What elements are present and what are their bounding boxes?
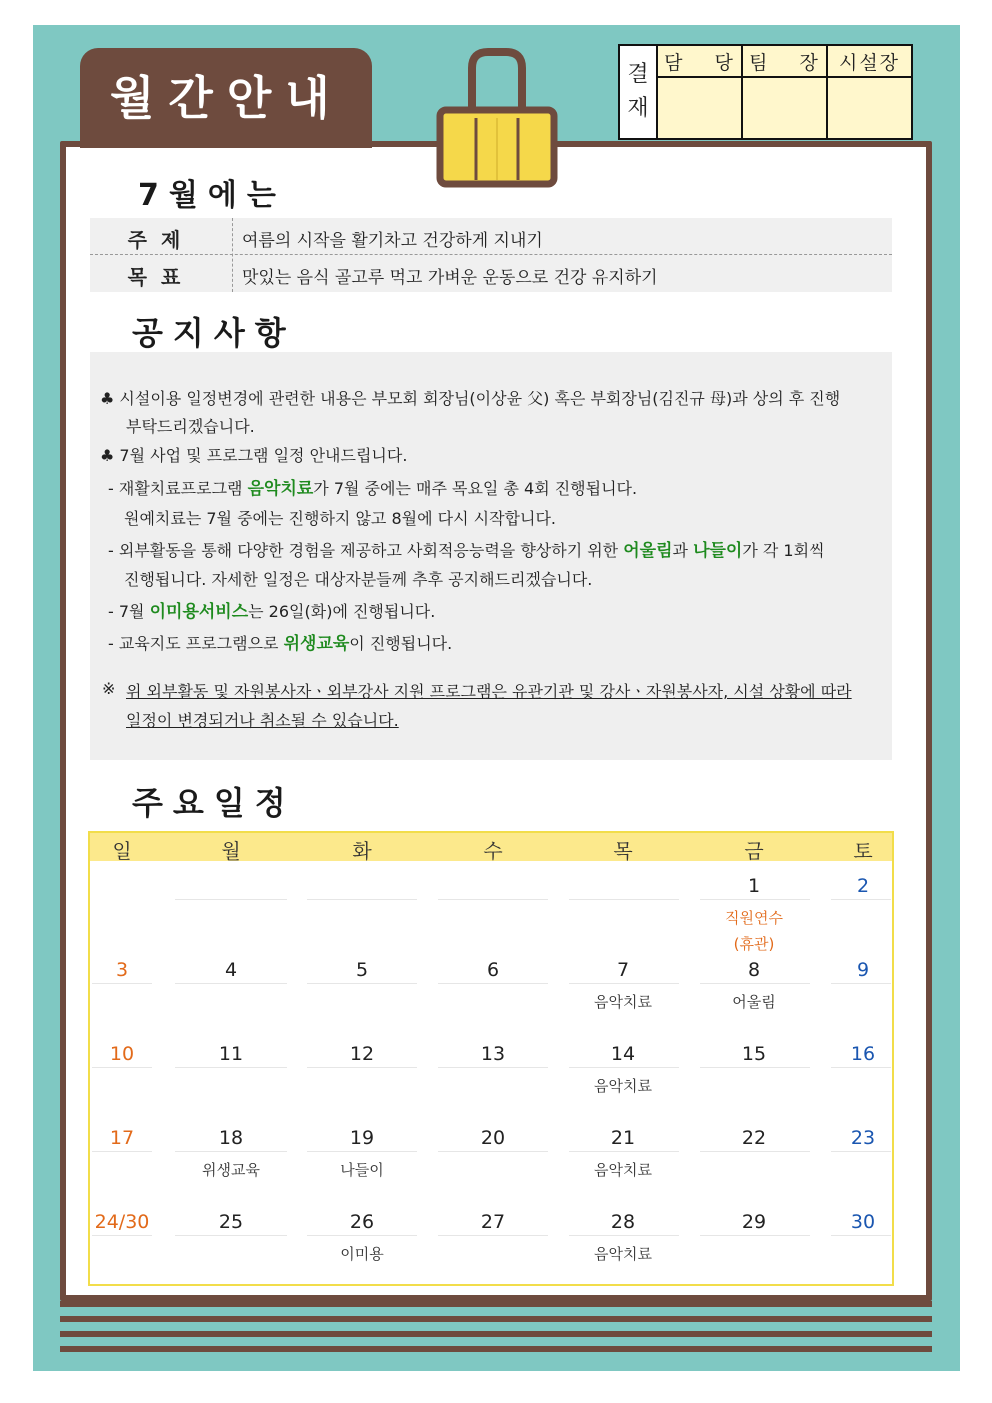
day-underline (438, 1235, 548, 1236)
day-underline (307, 1235, 417, 1236)
day-underline (569, 1067, 679, 1068)
day-underline (92, 1067, 152, 1068)
calendar-day[interactable]: 19 (349, 1127, 375, 1149)
calendar-day[interactable]: 3 (115, 959, 129, 981)
calendar-day[interactable]: 24/30 (94, 1211, 150, 1233)
theme-key: 주제 (127, 228, 195, 252)
theme-value: 여름의 시작을 활기차고 건강하게 지내기 (242, 231, 543, 251)
calendar-day[interactable]: 27 (480, 1211, 506, 1233)
weekday-sun: 일 (112, 839, 132, 863)
day-underline (700, 1235, 810, 1236)
day-underline (700, 1151, 810, 1152)
highlight-eoullim: 어울림 (623, 541, 673, 561)
notice-heading: 공지사항 (132, 314, 296, 352)
day-underline (175, 1235, 287, 1236)
weekday-thu: 목 (613, 839, 633, 863)
weekday-tue: 화 (352, 839, 372, 863)
day-underline (831, 1151, 891, 1152)
day-underline (307, 1151, 417, 1152)
approval-sign-cell[interactable] (827, 77, 912, 139)
approval-side-label: 결 재 (619, 45, 657, 139)
day-underline (831, 1235, 891, 1236)
calendar-day[interactable]: 8 (747, 959, 761, 981)
day-underline (175, 899, 287, 900)
calendar-event[interactable]: 직원연수 (725, 909, 783, 927)
approval-header-manager: 담 당 (657, 45, 742, 77)
day-underline (307, 899, 417, 900)
calendar-event[interactable]: 이미용 (340, 1245, 384, 1263)
approval-header-team-lead: 팀 장 (742, 45, 827, 77)
calendar-event[interactable]: 위생교육 (202, 1161, 260, 1179)
calendar-day[interactable]: 4 (224, 959, 238, 981)
notice-line: ♣ 7월 사업 및 프로그램 일정 안내드립니다. (100, 446, 408, 465)
day-underline (175, 1067, 287, 1068)
calendar-day[interactable]: 14 (610, 1043, 636, 1065)
page-stack-line (60, 1346, 932, 1352)
day-underline (569, 1235, 679, 1236)
weekday-sat: 토 (853, 839, 873, 863)
notice-line: - 7월 이미용서비스는 26일(화)에 진행됩니다. (108, 602, 436, 622)
calendar-day[interactable]: 9 (856, 959, 870, 981)
theme-row (90, 218, 892, 254)
day-underline (92, 983, 152, 984)
calendar-day[interactable]: 20 (480, 1127, 506, 1149)
day-underline (175, 983, 287, 984)
approval-sign-cell[interactable] (742, 77, 827, 139)
calendar-day[interactable]: 18 (218, 1127, 244, 1149)
calendar-day[interactable]: 6 (486, 959, 500, 981)
page-stack-line (60, 1301, 932, 1307)
day-underline (700, 983, 810, 984)
day-underline (831, 1067, 891, 1068)
day-underline (92, 1151, 152, 1152)
calendar-day[interactable]: 11 (218, 1043, 244, 1065)
goal-value: 맛있는 음식 골고루 먹고 가벼운 운동으로 건강 유지하기 (242, 268, 658, 288)
goal-row (90, 255, 892, 291)
approval-header-director: 시설장 (827, 45, 912, 77)
weekday-fri: 금 (744, 839, 764, 863)
calendar-day[interactable]: 2 (856, 875, 870, 897)
notice-line: - 재활치료프로그램 음악치료가 7월 중에는 매주 목요일 총 4회 진행됩니다. (108, 479, 638, 499)
binder-clip-icon (436, 48, 558, 188)
calendar-day[interactable]: 17 (109, 1127, 135, 1149)
calendar-day[interactable]: 1 (747, 875, 761, 897)
calendar-day[interactable]: 13 (480, 1043, 506, 1065)
calendar-day[interactable]: 15 (741, 1043, 767, 1065)
calendar-day[interactable]: 26 (349, 1211, 375, 1233)
approval-table (618, 44, 913, 140)
calendar-day[interactable]: 10 (109, 1043, 135, 1065)
day-underline (92, 1235, 152, 1236)
month-heading: 7월에는 (138, 178, 286, 213)
day-underline (831, 983, 891, 984)
calendar-day[interactable]: 22 (741, 1127, 767, 1149)
weekday-mon: 월 (221, 839, 241, 863)
notice-line: - 외부활동을 통해 다양한 경험을 제공하고 사회적응능력을 향상하기 위한 어울림과 나들이가 각 1회씩 (108, 541, 825, 561)
day-underline (831, 899, 891, 900)
calendar-day[interactable]: 23 (850, 1127, 876, 1149)
notice-line: ♣ 시설이용 일정변경에 관련한 내용은 부모회 회장님(이상윤 父) 혹은 부회장님(김진규 母)과 상의 후 진행 (100, 389, 841, 408)
calendar-day[interactable]: 25 (218, 1211, 244, 1233)
day-underline (438, 899, 548, 900)
schedule-heading: 주요일정 (132, 784, 296, 822)
calendar-day[interactable]: 28 (610, 1211, 636, 1233)
calendar-day[interactable]: 21 (610, 1127, 636, 1149)
weekday-wed: 수 (483, 839, 503, 863)
notice-line: 원예치료는 7월 중에는 진행하지 않고 8월에 다시 시작합니다. (124, 509, 556, 528)
day-underline (307, 983, 417, 984)
calendar-day[interactable]: 5 (355, 959, 369, 981)
day-underline (569, 1151, 679, 1152)
highlight-hygiene-education: 위생교육 (283, 634, 350, 654)
calendar-day[interactable]: 12 (349, 1043, 375, 1065)
calendar-event[interactable]: (휴관) (733, 935, 775, 953)
calendar-event[interactable]: 나들이 (340, 1161, 384, 1179)
day-underline (175, 1151, 287, 1152)
calendar (88, 831, 894, 1286)
page-stack-line (60, 1316, 932, 1322)
notice-caution-line: 위 외부활동 및 자원봉사자ㆍ외부강사 지원 프로그램은 유관기관 및 강사ㆍ자원봉사자, 시설 상황에 따라 (126, 682, 852, 701)
notice-caution-line: 일정이 변경되거나 취소될 수 있습니다. (126, 711, 399, 730)
day-underline (438, 1067, 548, 1068)
calendar-event[interactable]: 음악치료 (594, 1077, 652, 1095)
notice-line: - 교육지도 프로그램으로 위생교육이 진행됩니다. (108, 634, 453, 654)
highlight-nadeuri: 나들이 (693, 541, 743, 561)
goal-key: 목표 (127, 265, 195, 289)
approval-sign-cell[interactable] (657, 77, 742, 139)
day-underline (569, 899, 679, 900)
notice-line: 부탁드리겠습니다. (126, 417, 255, 436)
calendar-day[interactable]: 30 (850, 1211, 876, 1233)
day-underline (307, 1067, 417, 1068)
page-title: 월간안내 (110, 71, 344, 125)
highlight-music-therapy: 음악치료 (247, 479, 314, 499)
calendar-event[interactable]: 음악치료 (594, 1245, 652, 1263)
calendar-event[interactable]: 음악치료 (594, 993, 652, 1011)
notice-line: 진행됩니다. 자세한 일정은 대상자분들께 추후 공지해드리겠습니다. (124, 570, 593, 589)
day-underline (438, 1151, 548, 1152)
day-underline (438, 983, 548, 984)
calendar-day[interactable]: 7 (616, 959, 630, 981)
calendar-day[interactable]: 16 (850, 1043, 876, 1065)
calendar-event[interactable]: 음악치료 (594, 1161, 652, 1179)
day-underline (569, 983, 679, 984)
calendar-day[interactable]: 29 (741, 1211, 767, 1233)
day-underline (700, 1067, 810, 1068)
notice-mark: ※ (102, 679, 116, 698)
calendar-event[interactable]: 어울림 (732, 993, 776, 1011)
highlight-beauty-service: 이미용서비스 (149, 602, 249, 622)
day-underline (700, 899, 810, 900)
page-stack-line (60, 1331, 932, 1337)
